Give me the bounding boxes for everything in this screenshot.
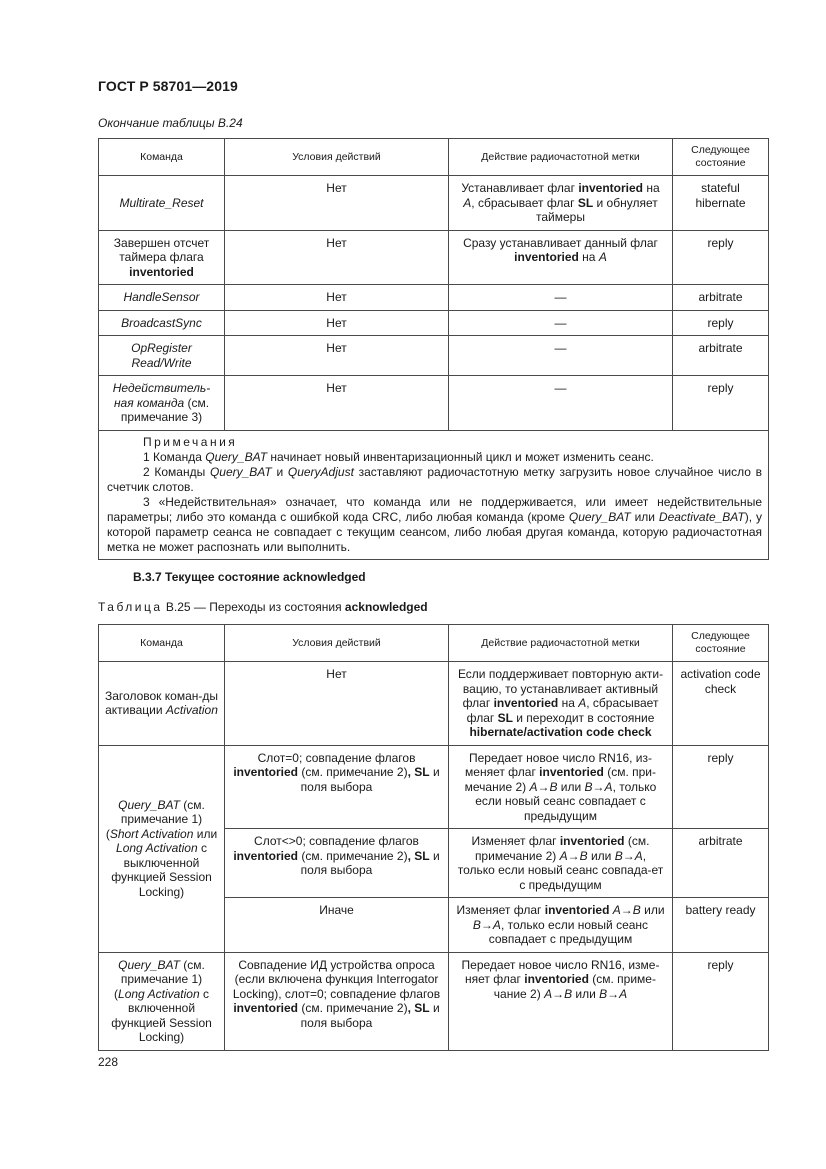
next-state-cell: activation code check bbox=[673, 662, 769, 746]
note-3: 3 «Недействительная» означает, что команда или не поддерживается, или имеет недействительные параметры; либо это команда с ошибкой кода CRC, либо любая команда (кроме Query_BAT или Deactivate_BAT), у которой параметр сеанса не совпадает с текущим сеансом, либо любая другая команда, которую радиочастотная метка не может распознать или выполнить. bbox=[107, 494, 762, 554]
condition-cell: Слот<>0; совпадение флагов inventoried (см. примечание 2), SL и поля выбора bbox=[225, 829, 449, 898]
note-1: 1 Команда Query_BAT начинает новый инвентаризационный цикл и может изменить сеанс. bbox=[143, 449, 654, 464]
table-row bbox=[99, 952, 769, 1050]
condition-cell: Нет bbox=[225, 285, 449, 311]
condition-cell: Нет bbox=[225, 376, 449, 431]
command-cell: Заголовок коман-ды активации Activation bbox=[99, 662, 225, 746]
table-notes-row bbox=[99, 430, 769, 559]
condition-cell: Нет bbox=[225, 230, 449, 285]
action-cell: Если поддерживает повторную акти-вацию, то устанавливает активный флаг inventoried на A, сбрасывает флаг SL и переходит в состояние hibernate/activation code check bbox=[449, 662, 673, 746]
table-b24-end bbox=[98, 138, 769, 560]
next-state-cell: reply bbox=[673, 952, 769, 1050]
action-cell: Сразу устанавливает данный флаг inventoried на A bbox=[449, 230, 673, 285]
column-header-command: Команда bbox=[99, 625, 225, 662]
command-cell: BroadcastSync bbox=[99, 310, 225, 336]
next-state-cell: battery ready bbox=[673, 898, 769, 953]
next-state-cell: stateful hibernate bbox=[673, 176, 769, 231]
table-header-row bbox=[99, 625, 769, 662]
condition-cell: Совпадение ИД устройства опроса (если включена функция Interrogator Locking), слот=0; совпадение флагов inventoried (см. примечание 2), SL и поля выбора bbox=[225, 952, 449, 1050]
command-cell: HandleSensor bbox=[99, 285, 225, 311]
condition-cell: Иначе bbox=[225, 898, 449, 953]
column-header-next-state: Следующее состояние bbox=[673, 139, 769, 176]
condition-cell: Нет bbox=[225, 310, 449, 336]
table-row bbox=[99, 310, 769, 336]
action-cell: — bbox=[449, 310, 673, 336]
action-cell: — bbox=[449, 336, 673, 376]
note-2: 2 Команды Query_BAT и QueryAdjust заставляют радиочастотную метку загрузить новое случайное число в счетчик слотов. bbox=[107, 464, 762, 494]
next-state-cell: reply bbox=[673, 745, 769, 829]
table-b25-caption: Таблица В.25 — Переходы из состояния acknowledged bbox=[98, 600, 428, 614]
column-header-action: Действие радиочастотной метки bbox=[449, 625, 673, 662]
condition-cell: Слот=0; совпадение флагов inventoried (см. примечание 2), SL и поля выбора bbox=[225, 745, 449, 829]
table-row bbox=[99, 176, 769, 231]
action-cell: Изменяет флаг inventoried (см. примечание 2) A→B или B→A, только если новый сеанс совпада-ет с предыдущим bbox=[449, 829, 673, 898]
table-row bbox=[99, 662, 769, 746]
page-number: 228 bbox=[98, 1055, 119, 1069]
section-heading: В.3.7 Текущее состояние acknowledged bbox=[133, 570, 366, 584]
column-header-next-state: Следующее состояние bbox=[673, 625, 769, 662]
column-header-conditions: Условия действий bbox=[225, 625, 449, 662]
next-state-cell: reply bbox=[673, 376, 769, 431]
table-notes bbox=[99, 430, 769, 559]
column-header-conditions: Условия действий bbox=[225, 139, 449, 176]
table-row bbox=[99, 745, 769, 829]
command-cell: Query_BAT (см. примечание 1) (Short Activation или Long Activation с выключенной функцией Session Locking) bbox=[99, 745, 225, 952]
table-row bbox=[99, 230, 769, 285]
condition-cell: Нет bbox=[225, 662, 449, 746]
action-cell: Передает новое число RN16, изме-няет флаг inventoried (см. приме-чание 2) A→B или B→A bbox=[449, 952, 673, 1050]
command-cell: Query_BAT (см. примечание 1) (Long Activation с включенной функцией Session Locking) bbox=[99, 952, 225, 1050]
action-cell: Изменяет флаг inventoried A→B или B→A, только если новый сеанс совпадает с предыдущим bbox=[449, 898, 673, 953]
condition-cell: Нет bbox=[225, 176, 449, 231]
command-cell: Завершен отсчет таймера флага inventoried bbox=[99, 230, 225, 285]
column-header-command: Команда bbox=[99, 139, 225, 176]
condition-cell: Нет bbox=[225, 336, 449, 376]
table-header-row bbox=[99, 139, 769, 176]
next-state-cell: arbitrate bbox=[673, 336, 769, 376]
table-row bbox=[99, 336, 769, 376]
notes-title: Примечания bbox=[143, 434, 238, 449]
next-state-cell: arbitrate bbox=[673, 829, 769, 898]
action-cell: — bbox=[449, 376, 673, 431]
table-row bbox=[99, 285, 769, 311]
next-state-cell: reply bbox=[673, 310, 769, 336]
table-row bbox=[99, 376, 769, 431]
document-header: ГОСТ Р 58701—2019 bbox=[98, 78, 238, 94]
command-cell: Недействитель-ная команда (см. примечание 3) bbox=[99, 376, 225, 431]
next-state-cell: arbitrate bbox=[673, 285, 769, 311]
action-cell: Передает новое число RN16, из-меняет флаг inventoried (см. при-мечание 2) A→B или B→A, только если новый сеанс совпадает с предыдущим bbox=[449, 745, 673, 829]
action-cell: Устанавливает флаг inventoried на A, сбрасывает флаг SL и обнуляет таймеры bbox=[449, 176, 673, 231]
table-b25 bbox=[98, 624, 769, 1051]
next-state-cell: reply bbox=[673, 230, 769, 285]
command-cell: Multirate_Reset bbox=[99, 176, 225, 231]
table-continuation-caption: Окончание таблицы В.24 bbox=[98, 116, 243, 130]
column-header-action: Действие радиочастотной метки bbox=[449, 139, 673, 176]
command-cell: OpRegister Read/Write bbox=[99, 336, 225, 376]
action-cell: — bbox=[449, 285, 673, 311]
